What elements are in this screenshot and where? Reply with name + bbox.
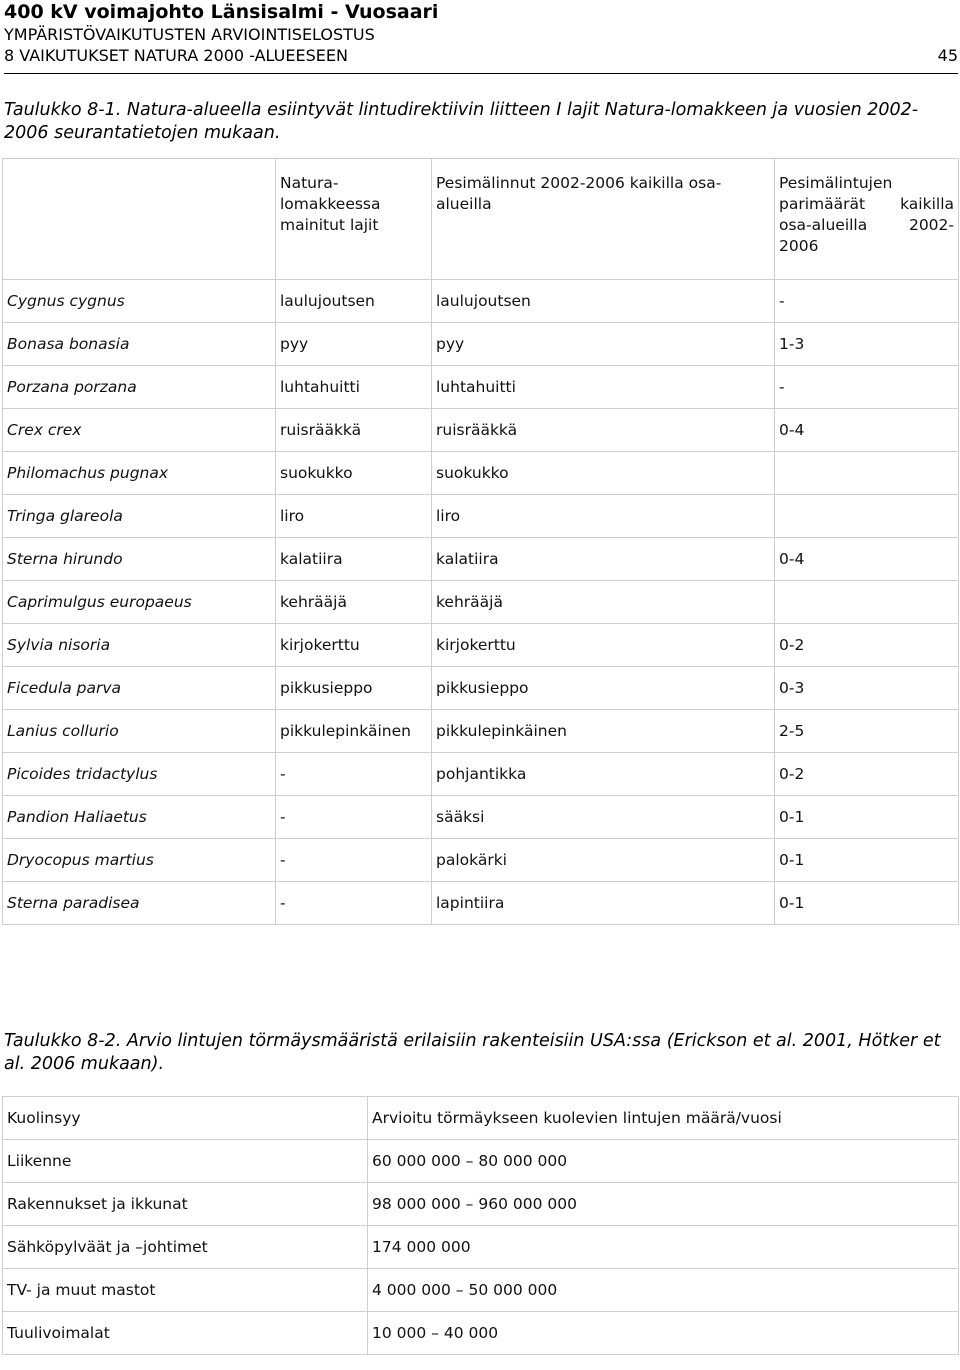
page-number: 45 bbox=[937, 46, 958, 65]
table-cell: Arvioitu törmäykseen kuolevien lintujen määrä/vuosi bbox=[368, 1097, 959, 1140]
page-header bbox=[4, 0, 958, 66]
table-cell: liro bbox=[432, 495, 775, 538]
table-cell: lapintiira bbox=[432, 882, 775, 925]
species-cell: Sterna paradisea bbox=[3, 882, 276, 925]
table-cell: - bbox=[775, 280, 959, 323]
table-cell: 10 000 – 40 000 bbox=[368, 1312, 959, 1355]
table-cell: 174 000 000 bbox=[368, 1226, 959, 1269]
table-cell: kalatiira bbox=[432, 538, 775, 581]
species-cell: Porzana porzana bbox=[3, 366, 276, 409]
table-row bbox=[3, 839, 959, 882]
table-cell: ruisrääkkä bbox=[432, 409, 775, 452]
table-cell: pikkulepinkäinen bbox=[432, 710, 775, 753]
table-cell: ruisrääkkä bbox=[276, 409, 432, 452]
table-cell: kalatiira bbox=[276, 538, 432, 581]
table-cell: laulujoutsen bbox=[432, 280, 775, 323]
table-cell: pyy bbox=[276, 323, 432, 366]
table1-header-cell: Natura-lomakkeessa mainitut lajit bbox=[276, 159, 432, 280]
table-cell: laulujoutsen bbox=[276, 280, 432, 323]
table-cell: 98 000 000 – 960 000 000 bbox=[368, 1183, 959, 1226]
table-cell: pohjantikka bbox=[432, 753, 775, 796]
table-row bbox=[3, 581, 959, 624]
species-cell: Pandion Haliaetus bbox=[3, 796, 276, 839]
table-cell: - bbox=[276, 796, 432, 839]
table-cell: pikkusieppo bbox=[276, 667, 432, 710]
table-cell: 0-1 bbox=[775, 839, 959, 882]
table-cell bbox=[775, 452, 959, 495]
document-title: 400 kV voimajohto Länsisalmi - Vuosaari bbox=[4, 1, 439, 23]
table-cell: pikkusieppo bbox=[432, 667, 775, 710]
table-row bbox=[3, 1140, 959, 1183]
table-cell: 0-2 bbox=[775, 624, 959, 667]
table-cell: kirjokerttu bbox=[276, 624, 432, 667]
table-cell: sääksi bbox=[432, 796, 775, 839]
table-row bbox=[3, 366, 959, 409]
table-row bbox=[3, 710, 959, 753]
table-cell: 1-3 bbox=[775, 323, 959, 366]
table-cell: TV- ja muut mastot bbox=[3, 1269, 368, 1312]
table-cell: Sähköpylväät ja –johtimet bbox=[3, 1226, 368, 1269]
table2-caption: Taulukko 8-2. Arvio lintujen törmäysmääristä erilaisiin rakenteisiin USA:ssa (Erickson et al. 2001, Hötker et al. 2006 mukaan). bbox=[4, 1031, 941, 1074]
table-cell: 0-1 bbox=[775, 796, 959, 839]
table-cell: pikkulepinkäinen bbox=[276, 710, 432, 753]
table-cell: suokukko bbox=[276, 452, 432, 495]
table-row bbox=[3, 753, 959, 796]
chapter-line bbox=[4, 45, 958, 66]
table2-collision-estimates bbox=[2, 1096, 958, 1355]
table-row bbox=[3, 1183, 959, 1226]
species-cell: Cygnus cygnus bbox=[3, 280, 276, 323]
table-cell: Kuolinsyy bbox=[3, 1097, 368, 1140]
table-row bbox=[3, 624, 959, 667]
species-cell: Dryocopus martius bbox=[3, 839, 276, 882]
table-row bbox=[3, 495, 959, 538]
chapter-title: 8 VAIKUTUKSET NATURA 2000 -ALUEESEEN bbox=[4, 46, 348, 65]
table-cell: Rakennukset ja ikkunat bbox=[3, 1183, 368, 1226]
species-cell: Sterna hirundo bbox=[3, 538, 276, 581]
table-cell: luhtahuitti bbox=[432, 366, 775, 409]
table-cell: 0-4 bbox=[775, 538, 959, 581]
species-cell: Philomachus pugnax bbox=[3, 452, 276, 495]
table-cell: 0-4 bbox=[775, 409, 959, 452]
table-cell: 4 000 000 – 50 000 000 bbox=[368, 1269, 959, 1312]
table-cell: - bbox=[276, 839, 432, 882]
table-row bbox=[3, 1226, 959, 1269]
table-row bbox=[3, 323, 959, 366]
table-cell: 0-1 bbox=[775, 882, 959, 925]
table-row bbox=[3, 409, 959, 452]
table-cell bbox=[775, 495, 959, 538]
document-subtitle: YMPÄRISTÖVAIKUTUSTEN ARVIOINTISELOSTUS bbox=[4, 25, 375, 44]
table1-caption: Taulukko 8-1. Natura-alueella esiintyvät lintudirektiivin liitteen I lajit Natura-lomakkeen ja vuosien 2002-2006 seurantatietojen mukaan. bbox=[4, 100, 919, 143]
table-cell bbox=[775, 581, 959, 624]
table-cell: pyy bbox=[432, 323, 775, 366]
species-cell: Ficedula parva bbox=[3, 667, 276, 710]
table-cell: kehrääjä bbox=[432, 581, 775, 624]
table-row bbox=[3, 1269, 959, 1312]
table-row bbox=[3, 882, 959, 925]
table1-header-row bbox=[3, 159, 959, 280]
table1-header-cell: Pesimälintujen parimäärät kaikilla osa-alueilla 2002-2006 bbox=[775, 159, 959, 280]
species-cell: Bonasa bonasia bbox=[3, 323, 276, 366]
table-cell: kehrääjä bbox=[276, 581, 432, 624]
species-cell: Tringa glareola bbox=[3, 495, 276, 538]
table-cell: 0-2 bbox=[775, 753, 959, 796]
table-cell: - bbox=[276, 753, 432, 796]
table-row bbox=[3, 538, 959, 581]
species-cell: Sylvia nisoria bbox=[3, 624, 276, 667]
table-cell: 60 000 000 – 80 000 000 bbox=[368, 1140, 959, 1183]
table-cell: - bbox=[775, 366, 959, 409]
table-row bbox=[3, 796, 959, 839]
table-row bbox=[3, 452, 959, 495]
table-cell: Tuulivoimalat bbox=[3, 1312, 368, 1355]
table-cell: liro bbox=[276, 495, 432, 538]
species-cell: Picoides tridactylus bbox=[3, 753, 276, 796]
table-row bbox=[3, 667, 959, 710]
species-cell: Lanius collurio bbox=[3, 710, 276, 753]
table-cell: kirjokerttu bbox=[432, 624, 775, 667]
table-cell: luhtahuitti bbox=[276, 366, 432, 409]
species-cell: Caprimulgus europaeus bbox=[3, 581, 276, 624]
table-cell: palokärki bbox=[432, 839, 775, 882]
table-cell: 2-5 bbox=[775, 710, 959, 753]
table-cell: 0-3 bbox=[775, 667, 959, 710]
table-row bbox=[3, 280, 959, 323]
table-row bbox=[3, 1312, 959, 1355]
table-cell: Liikenne bbox=[3, 1140, 368, 1183]
header-rule bbox=[4, 73, 958, 74]
table-cell: suokukko bbox=[432, 452, 775, 495]
table1-header-cell: Pesimälinnut 2002-2006 kaikilla osa-alueilla bbox=[432, 159, 775, 280]
table-cell: - bbox=[276, 882, 432, 925]
table1-bird-species bbox=[2, 158, 958, 925]
species-cell: Crex crex bbox=[3, 409, 276, 452]
table-row bbox=[3, 1097, 959, 1140]
table1-header-cell bbox=[3, 159, 276, 280]
